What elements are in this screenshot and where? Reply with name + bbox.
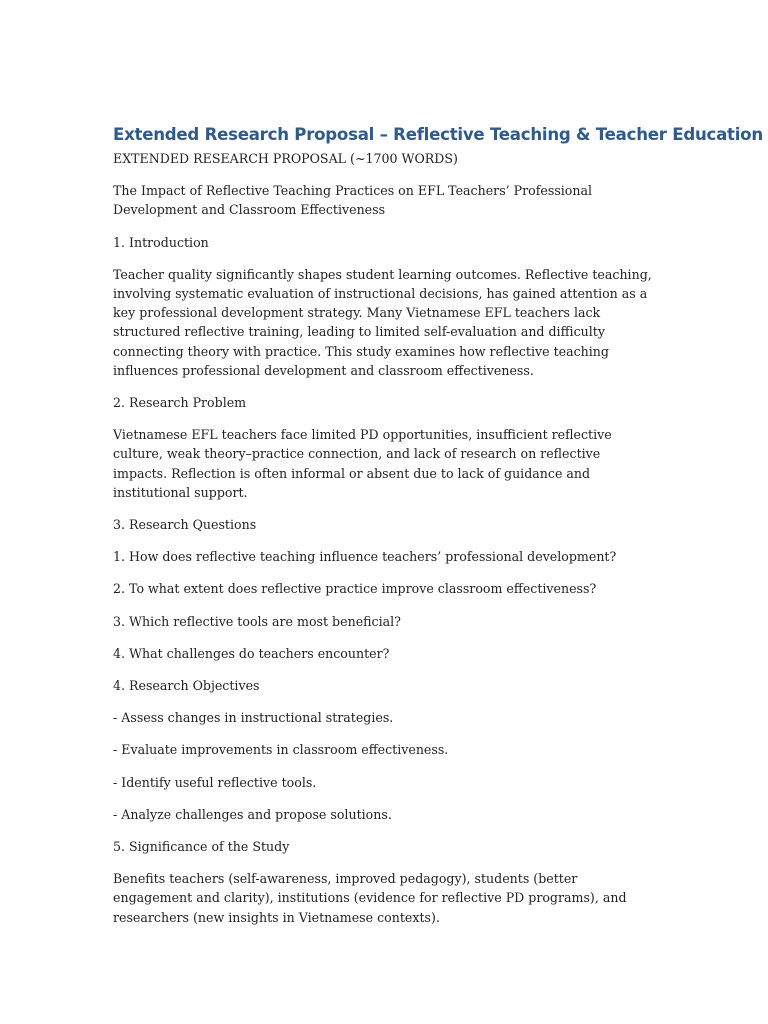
document-body xyxy=(113,124,763,940)
objective-item: - Analyze challenges and propose solutions. xyxy=(113,806,392,822)
research-problem-paragraph: Vietnamese EFL teachers face limited PD opportunities, insufficient reflective culture, weak theory–practice connection, and lack of research on reflective impacts. Reflection is often informal or absent due to lack of guidance and institutional support. xyxy=(113,427,612,500)
introduction-paragraph: Teacher quality significantly shapes student learning outcomes. Reflective teaching, involving systematic evaluation of instructional decisions, has gained attention as a key professional development strategy. Many Vietnamese EFL teachers lack structured reflective training, leading to limited self-evaluation and difficulty connecting theory with practice. This study examines how reflective teaching influences professional development and classroom effectiveness. xyxy=(113,266,652,378)
research-question-item: 3. Which reflective tools are most beneficial? xyxy=(113,613,401,629)
research-question-item: 1. How does reflective teaching influence teachers’ professional development? xyxy=(113,549,617,565)
section-heading-research-problem: 2. Research Problem xyxy=(113,395,247,411)
research-question-item: 2. To what extent does reflective practice improve classroom effectiveness? xyxy=(113,581,597,597)
proposal-title: The Impact of Reflective Teaching Practices on EFL Teachers’ Professional Development and Classroom Effectiveness xyxy=(113,183,593,218)
section-heading-research-questions: 3. Research Questions xyxy=(113,517,257,533)
significance-paragraph: Benefits teachers (self-awareness, improved pedagogy), students (better engagement and clarity), institutions (evidence for reflective PD programs), and researchers (new insights in Vietnamese contexts). xyxy=(113,871,627,925)
subtitle-line: EXTENDED RESEARCH PROPOSAL (~1700 WORDS) xyxy=(113,151,458,166)
research-question-item: 4. What challenges do teachers encounter? xyxy=(113,645,390,661)
section-heading-introduction: 1. Introduction xyxy=(113,234,209,250)
objective-item: - Assess changes in instructional strategies. xyxy=(113,710,394,726)
objective-item: - Identify useful reflective tools. xyxy=(113,774,317,790)
document-title: Extended Research Proposal – Reflective Teaching & Teacher Education xyxy=(113,125,763,144)
section-heading-significance: 5. Significance of the Study xyxy=(113,839,290,855)
section-heading-research-objectives: 4. Research Objectives xyxy=(113,678,260,694)
objective-item: - Evaluate improvements in classroom effectiveness. xyxy=(113,742,449,758)
